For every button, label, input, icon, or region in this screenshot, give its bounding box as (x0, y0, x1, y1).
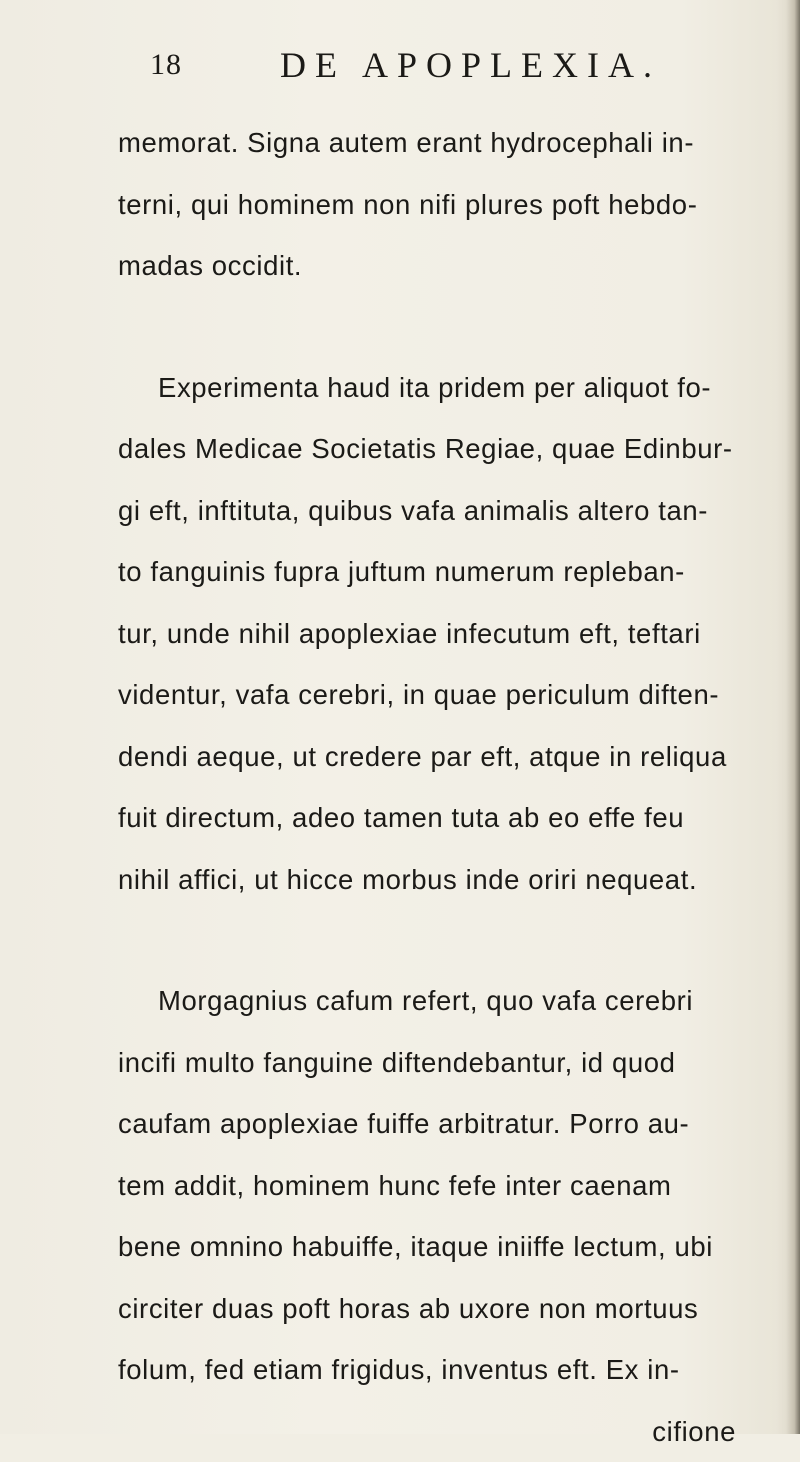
paragraph-gap (118, 910, 798, 970)
text-line: folum, fed etiam frigidus, inventus eft. Ex in- (118, 1339, 798, 1401)
paragraph-1 (118, 112, 798, 297)
page-number: 18 (150, 48, 182, 82)
text-line: gi eft, inftituta, quibus vafa animalis altero tan- (118, 480, 798, 542)
text-line: dendi aeque, ut credere par eft, atque in reliqua (118, 726, 798, 788)
text-line: Morgagnius cafum refert, quo vafa cerebri (118, 970, 798, 1032)
running-head (0, 38, 800, 98)
running-title: DE APOPLEXIA. (280, 44, 661, 86)
text-line: videntur, vafa cerebri, in quae periculum diften- (118, 664, 798, 726)
text-line: terni, qui hominem non nifi plures poft hebdo- (118, 174, 798, 236)
text-line: to fanguinis fupra juftum numerum repleban- (118, 541, 798, 603)
text-line: madas occidit. (118, 235, 798, 297)
paragraph-2 (118, 357, 798, 911)
text-line: dales Medicae Societatis Regiae, quae Edinbur- (118, 418, 798, 480)
text-line: nihil affici, ut hicce morbus inde oriri nequeat. (118, 849, 798, 911)
text-line: tur, unde nihil apoplexiae infecutum eft, teftari (118, 603, 798, 665)
paragraph-gap (118, 297, 798, 357)
text-line: fuit directum, adeo tamen tuta ab eo effe feu (118, 787, 798, 849)
body-text (118, 112, 798, 1462)
paragraph-3 (118, 970, 798, 1401)
text-line: memorat. Signa autem erant hydrocephali in- (118, 112, 798, 174)
text-line: caufam apoplexiae fuiffe arbitratur. Porro au- (118, 1093, 798, 1155)
catchword: cifione (118, 1401, 798, 1462)
text-line: circiter duas poft horas ab uxore non mortuus (118, 1278, 798, 1340)
text-line: tem addit, hominem hunc fefe inter caenam (118, 1155, 798, 1217)
text-line: Experimenta haud ita pridem per aliquot fo- (118, 357, 798, 419)
text-line: incifi multo fanguine diftendebantur, id quod (118, 1032, 798, 1094)
text-line: bene omnino habuiffe, itaque iniiffe lectum, ubi (118, 1216, 798, 1278)
